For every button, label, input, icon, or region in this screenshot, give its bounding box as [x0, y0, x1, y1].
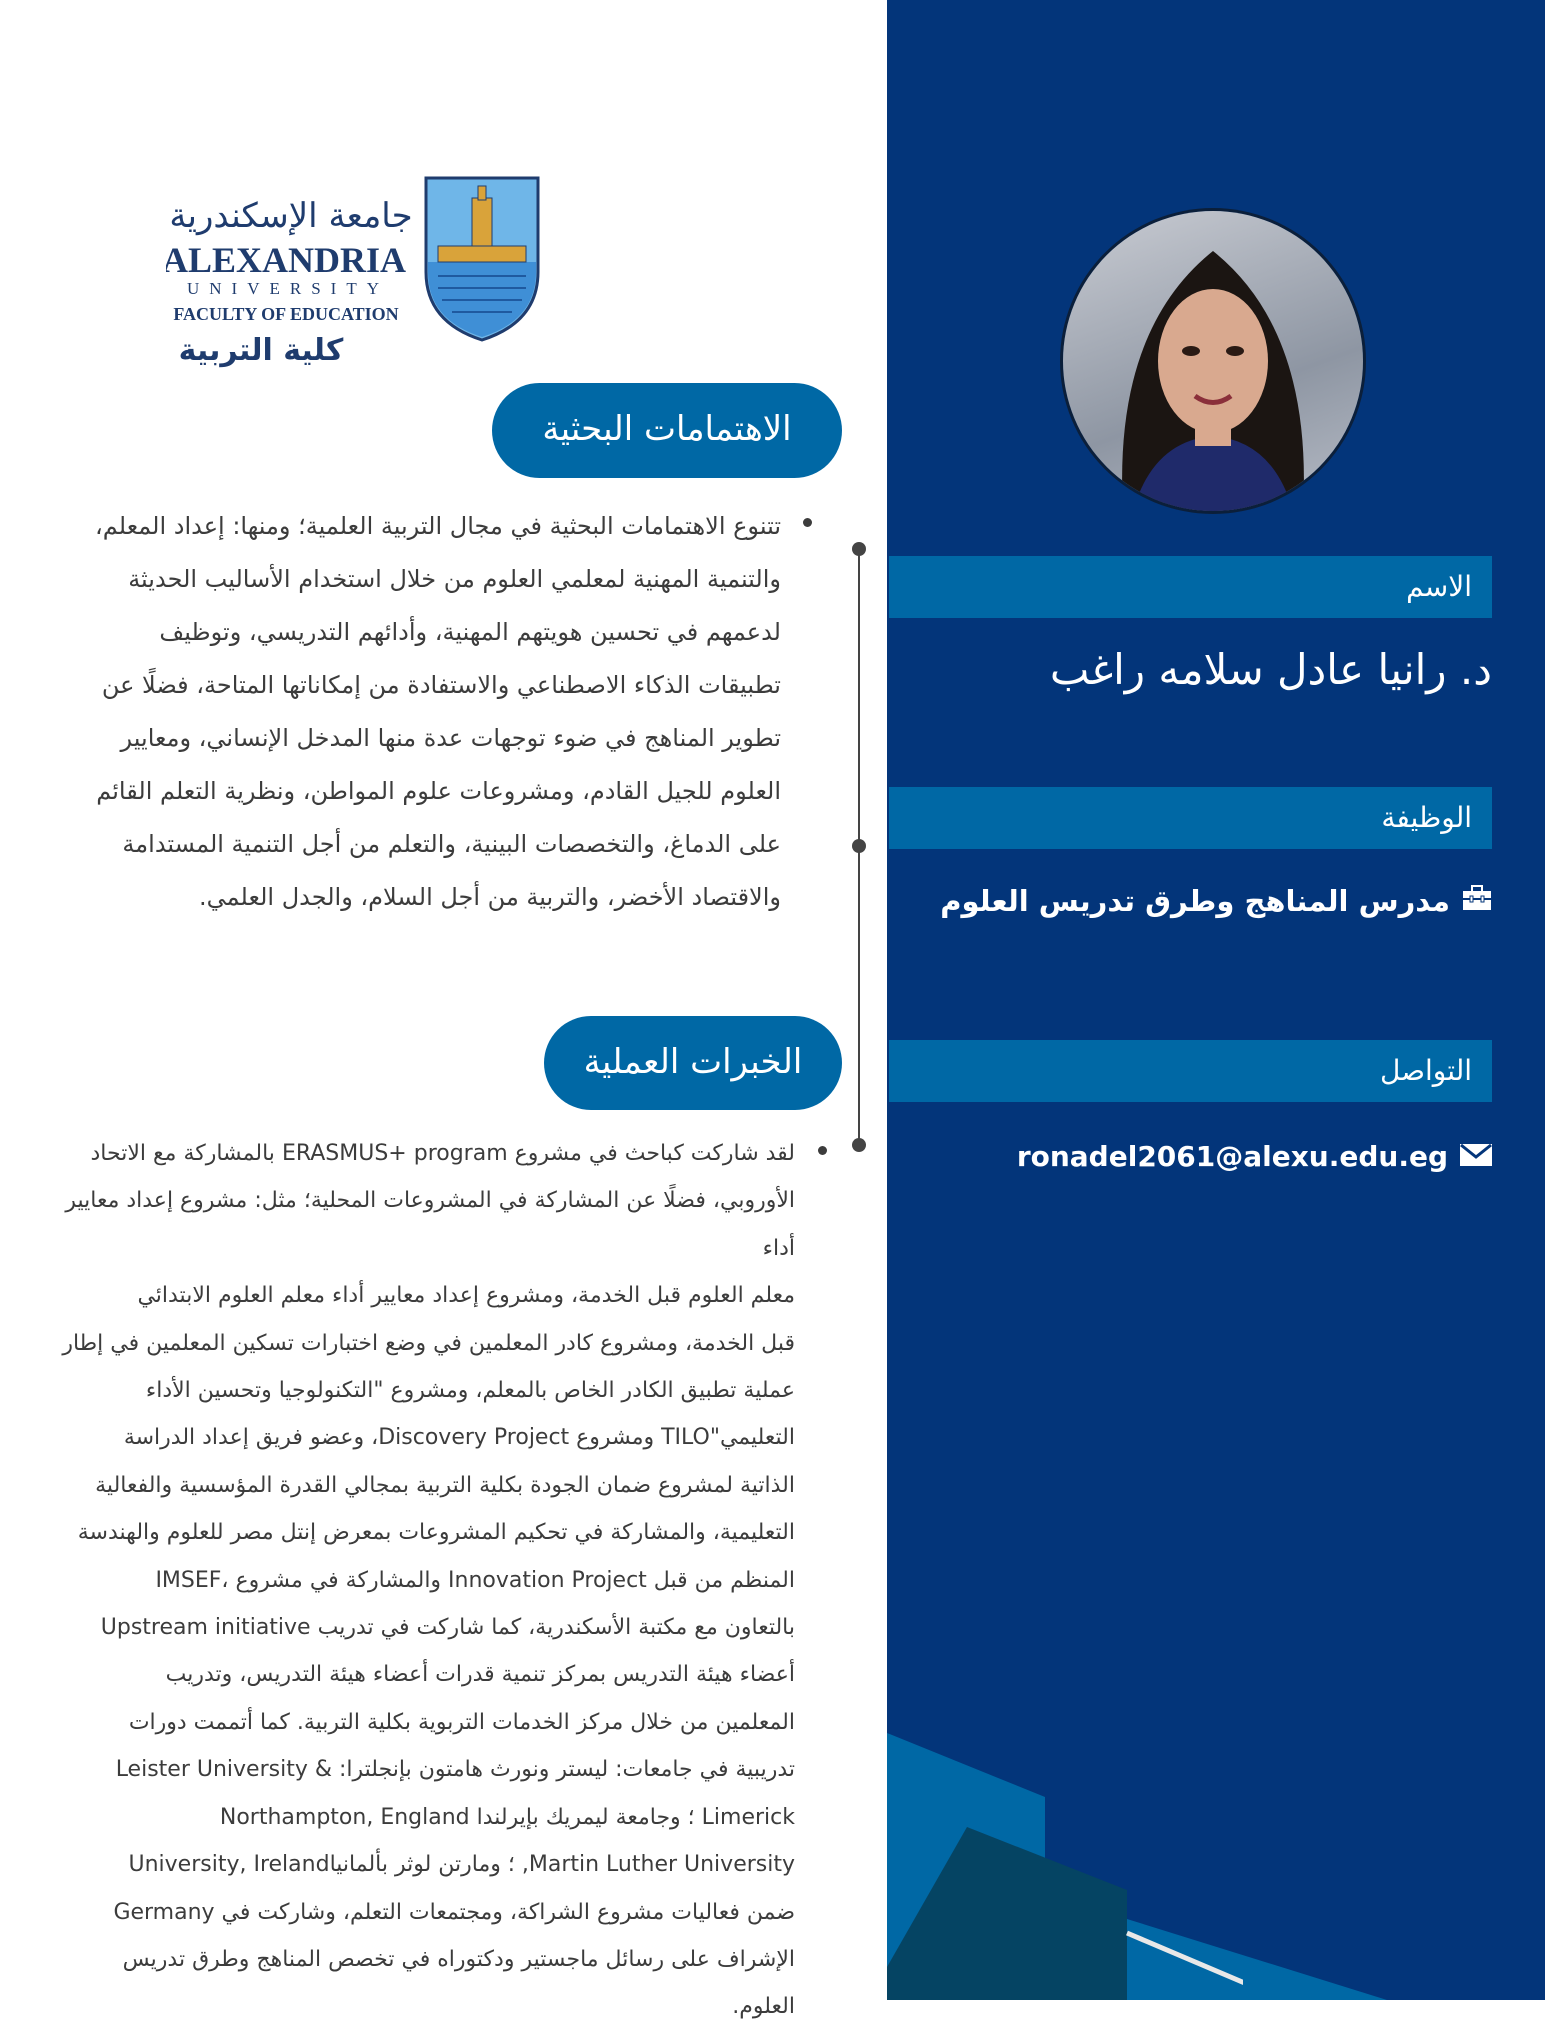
- svg-text:جامعة الإسكندرية: جامعة الإسكندرية: [169, 196, 413, 236]
- name-label-bar: الاسم: [889, 556, 1492, 618]
- svg-text:UNIVERSITY: UNIVERSITY: [187, 279, 389, 298]
- text-line: التعليمية، والمشاركة في تحكيم المشروعات بمعرض إنتل مصر للعلوم والهندسة: [77, 1520, 795, 1546]
- text-line: Upstream initiative بالتعاون مع مكتبة الأسكندرية، كما شاركت في تدريب: [100, 1615, 795, 1641]
- profile-photo: [1063, 211, 1363, 511]
- text-line: معلم العلوم قبل الخدمة، ومشروع إعداد معايير أداء معلم العلوم الابتدائي: [137, 1283, 795, 1309]
- bullet-icon: [818, 1146, 827, 1155]
- timeline-dot: [852, 542, 866, 556]
- person-name: د. رانيا عادل سلامه راغب: [1049, 645, 1492, 694]
- timeline-dot: [852, 839, 866, 853]
- briefcase-icon: [1462, 884, 1492, 918]
- text-line: عملية تطبيق الكادر الخاص بالمعلم، ومشروع "التكنولوجيا وتحسين الأداء: [145, 1378, 795, 1404]
- svg-text:FACULTY OF EDUCATION: FACULTY OF EDUCATION: [173, 304, 399, 324]
- text-line: Northampton, England ؛ وجامعة ليمريك بإيرلندا Limerick: [219, 1804, 795, 1830]
- text-line: تطوير المناهج في ضوء توجهات عدة منها المدخل الإنساني، ومعايير: [120, 724, 781, 752]
- job-title-text: مدرس المناهج وطرق تدريس العلوم: [940, 884, 1450, 918]
- contact-label-bar: التواصل: [889, 1040, 1492, 1102]
- text-line: والتنمية المهنية لمعلمي العلوم من خلال استخدام الأساليب الحديثة: [128, 565, 781, 593]
- email-link[interactable]: ronadel2061@alexu.edu.eg: [1016, 1140, 1448, 1173]
- job-label-bar: الوظيفة: [889, 787, 1492, 849]
- job-title: [940, 884, 1492, 918]
- text-line: العلوم للجيل القادم، ومشروعات علوم المواطن، ونظرية التعلم القائم: [96, 777, 781, 805]
- text-line: تتنوع الاهتمامات البحثية في مجال التربية العلمية؛ ومنها: إعداد المعلم،: [95, 512, 781, 540]
- text-line: University, Ireland؛ ومارتن لوثر بألمانيا ,Martin Luther University: [128, 1852, 795, 1878]
- text-line: قبل الخدمة، ومشروع كادر المعلمين في وضع اختبارات تسكين المعلمين في إطار: [62, 1330, 795, 1356]
- text-line: والاقتصاد الأخضر، والتربية من أجل السلام، والجدل العلمي.: [199, 883, 781, 911]
- text-line: على الدماغ، والتخصصات البينية، والتعلم من أجل التنمية المستدامة: [122, 830, 781, 858]
- svg-text:ALEXANDRIA: ALEXANDRIA: [166, 240, 407, 280]
- research-interests-text: [25, 500, 781, 924]
- text-line: لقد شاركت كباحث في مشروع ERASMUS+ program بالمشاركة مع الاتحاد: [90, 1141, 795, 1166]
- work-experience-text: [35, 1130, 795, 2031]
- text-line: تدريبية في جامعات: ليستر ونورث هامتون بإنجلترا: & Leister University: [115, 1757, 795, 1783]
- text-line: أعضاء هيئة التدريس بمركز تنمية قدرات أعضاء هيئة التدريس، وتدريب: [165, 1662, 795, 1688]
- text-line: الأوروبي، فضلًا عن المشاركة في المشروعات المحلية؛ مثل: مشروع إعداد معايير أداء: [65, 1188, 795, 1261]
- bullet-icon: [803, 518, 812, 527]
- text-line: الإشراف على رسائل ماجستير ودكتوراه في تخصص المناهج وطرق تدريس: [122, 1946, 795, 1972]
- email-contact: [1017, 1140, 1492, 1173]
- text-line: لدعمهم في تحسين هويتهم المهنية، وأدائهم التدريسي، وتوظيف: [159, 618, 781, 646]
- text-line: الذاتية لمشروع ضمان الجودة بكلية التربية بمجالي القدرة المؤسسية والفعالية: [95, 1472, 795, 1498]
- envelope-icon: [1460, 1140, 1492, 1173]
- research-interests-heading: الاهتمامات البحثية: [492, 383, 842, 478]
- svg-text:كلية التربية: كلية التربية: [178, 333, 344, 368]
- timeline-dot: [852, 1138, 866, 1152]
- work-experience-heading: الخبرات العملية: [544, 1016, 842, 1110]
- alexandria-university-logo: [166, 172, 546, 372]
- text-line: التعليمي"TILO ومشروع Discovery Project، وعضو فريق إعداد الدراسة: [123, 1425, 795, 1451]
- text-line: Germany ضمن فعاليات مشروع الشراكة، ومجتمعات التعلم، وشاركت في: [113, 1899, 795, 1925]
- text-line: تطبيقات الذكاء الاصطناعي والاستفادة من إمكاناتها المتاحة، فضلًا عن: [101, 671, 781, 699]
- text-line: IMSEF، والمشاركة في مشروع Innovation Project المنظم من قبل: [155, 1567, 795, 1593]
- text-line: العلوم.: [732, 1994, 795, 2020]
- text-line: المعلمين من خلال مركز الخدمات التربوية بكلية التربية. كما أتممت دورات: [128, 1709, 795, 1735]
